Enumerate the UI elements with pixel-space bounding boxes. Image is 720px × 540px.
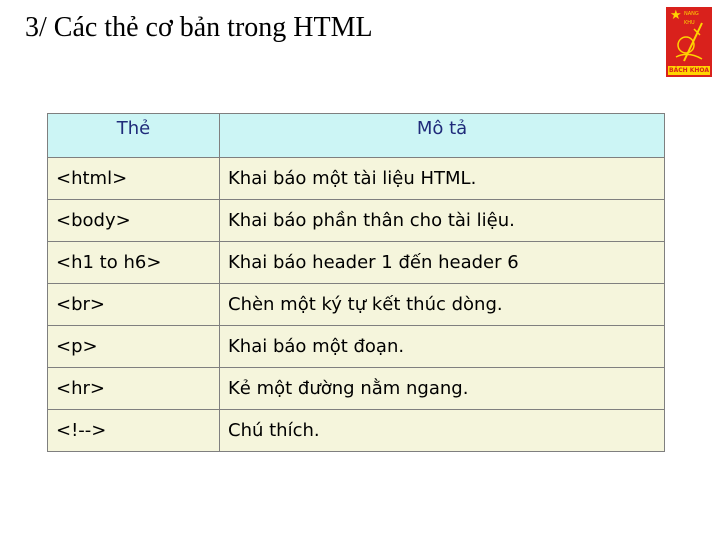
- description-cell: Kẻ một đường nằm ngang.: [220, 368, 665, 410]
- description-cell: Khai báo một tài liệu HTML.: [220, 158, 665, 200]
- table-row: [48, 284, 665, 326]
- logo-top-text: NANG KHU: [684, 11, 699, 26]
- emblem-icon: [672, 21, 706, 65]
- description-cell: Chú thích.: [220, 410, 665, 452]
- description-cell: Khai báo một đoạn.: [220, 326, 665, 368]
- table-row: [48, 242, 665, 284]
- description-cell: Khai báo phần thân cho tài liệu.: [220, 200, 665, 242]
- tag-cell: <!-->: [48, 410, 220, 452]
- description-cell: Khai báo header 1 đến header 6: [220, 242, 665, 284]
- tag-cell: <h1 to h6>: [48, 242, 220, 284]
- logo-bottom-text: BÁCH KHOA: [669, 67, 709, 74]
- description-cell: Chèn một ký tự kết thúc dòng.: [220, 284, 665, 326]
- table-row: [48, 326, 665, 368]
- tag-cell: <html>: [48, 158, 220, 200]
- tag-cell: <p>: [48, 326, 220, 368]
- tag-cell: <br>: [48, 284, 220, 326]
- table-row: [48, 200, 665, 242]
- column-header-description: Mô tả: [220, 114, 665, 158]
- table-header-row: [48, 114, 665, 158]
- tag-cell: <body>: [48, 200, 220, 242]
- table-row: [48, 410, 665, 452]
- tag-cell: <hr>: [48, 368, 220, 410]
- table-row: [48, 368, 665, 410]
- column-header-tag: Thẻ: [48, 114, 220, 158]
- table-row: [48, 158, 665, 200]
- university-logo: [666, 7, 712, 77]
- star-icon: ★: [670, 8, 682, 23]
- html-tags-table: [47, 113, 665, 452]
- slide-title: 3/ Các thẻ cơ bản trong HTML: [25, 12, 373, 43]
